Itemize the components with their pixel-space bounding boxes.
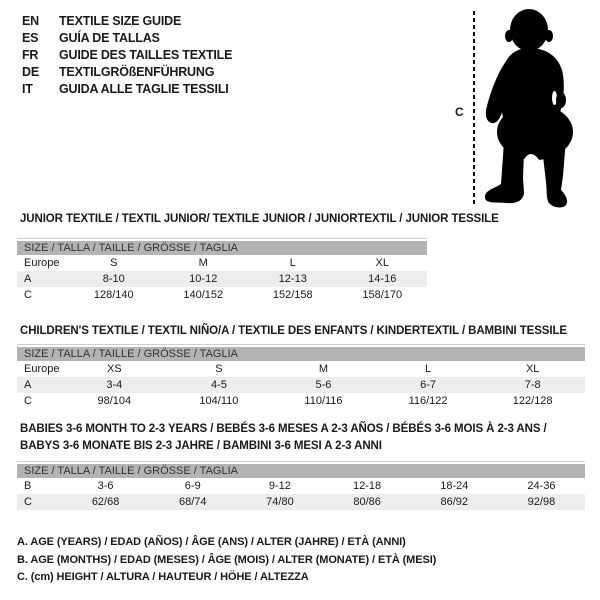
months-cell: 6-9	[184, 480, 201, 492]
size-cell: S	[110, 257, 118, 269]
size-cell: M	[318, 363, 329, 375]
size-cell: XL	[525, 363, 540, 375]
babies-section-title	[20, 421, 547, 455]
language-code: EN	[22, 14, 39, 28]
age-cell: 5-6	[315, 379, 332, 391]
row-label: A	[24, 273, 32, 285]
months-cell: 12-18	[353, 480, 382, 492]
babies-size-table	[17, 461, 585, 510]
table-top-divider	[17, 461, 585, 462]
height-cell: 86/92	[440, 496, 469, 508]
table-row	[17, 494, 585, 510]
height-cell: 140/152	[183, 289, 224, 301]
row-label: Europe	[24, 257, 60, 269]
size-cell: M	[198, 257, 208, 269]
size-header-band: SIZE / TALLA / TAILLE / GRÖSSE / TAGLIA	[17, 347, 585, 361]
note-age-years: A. AGE (YEARS) / EDAD (AÑOS) / ÂGE (ANS) / ALTER (JAHRE) / ETÀ (ANNI)	[17, 536, 406, 548]
height-cell: 68/74	[178, 496, 207, 508]
language-title: TEXTILGRÖßENFÜHRUNG	[59, 65, 215, 79]
row-label: Europe	[24, 363, 60, 375]
row-label: C	[24, 289, 32, 301]
age-cell: 7-8	[524, 379, 541, 391]
size-cell: XL	[375, 257, 389, 269]
age-cell: 6-7	[420, 379, 437, 391]
junior-size-table	[17, 238, 427, 303]
height-cell: 116/122	[408, 395, 448, 407]
language-row-en	[22, 13, 232, 30]
language-row-fr	[22, 47, 232, 64]
size-header-band: SIZE / TALLA / TAILLE / GRÖSSE / TAGLIA	[17, 464, 585, 478]
height-cell: 74/80	[266, 496, 294, 508]
language-code: FR	[22, 48, 39, 62]
table-row	[17, 271, 427, 287]
height-measure-label: C	[455, 105, 464, 119]
size-cell: L	[289, 257, 296, 269]
table-row	[17, 478, 585, 494]
height-cell: 104/110	[199, 395, 239, 407]
height-cell: 110/116	[304, 395, 343, 407]
age-cell: 4-5	[210, 379, 227, 391]
table-row	[17, 361, 585, 377]
children-size-table	[17, 344, 585, 409]
age-cell: 8-10	[102, 273, 125, 285]
age-cell: 3-4	[106, 379, 123, 391]
months-cell: 9-12	[268, 480, 291, 492]
row-label: C	[24, 395, 32, 407]
height-dashed-line	[473, 11, 475, 207]
toddler-silhouette-image	[483, 6, 579, 212]
legend-notes	[17, 534, 436, 587]
row-label: C	[24, 496, 32, 508]
language-title: GUIDA ALLE TAGLIE TESSILI	[59, 82, 229, 96]
age-cell: 12-13	[278, 273, 307, 285]
table-row	[17, 393, 585, 409]
language-code: ES	[22, 31, 39, 45]
note-age-months: B. AGE (MONTHS) / EDAD (MESES) / ÂGE (MOIS) / ALTER (MONATE) / ETÀ (MESI)	[17, 553, 437, 566]
size-cell: XS	[106, 363, 122, 375]
height-cell: 128/140	[93, 289, 134, 301]
language-title: TEXTILE SIZE GUIDE	[59, 14, 182, 28]
note-height-cm: C. (cm) HEIGHT / ALTURA / HAUTEUR / HÖHE / ALTEZZA	[17, 571, 309, 583]
junior-section-title: JUNIOR TEXTILE / TEXTIL JUNIOR/ TEXTILE JUNIOR / JUNIORTEXTIL / JUNIOR TESSILE	[20, 213, 499, 225]
height-cell: 80/86	[353, 496, 381, 508]
height-cell: 158/170	[362, 289, 403, 301]
months-cell: 3-6	[97, 480, 114, 492]
table-row	[17, 377, 585, 393]
language-code: DE	[22, 65, 39, 79]
size-cell: L	[425, 363, 432, 375]
language-code: IT	[22, 82, 33, 96]
language-row-es	[22, 30, 232, 47]
babies-title-line2: BABYS 3-6 MONATE BIS 2-3 JAHRE / BAMBINI 3-6 MESI A 2-3 ANNI	[20, 440, 382, 452]
months-cell: 24-36	[527, 480, 556, 492]
row-label: B	[24, 480, 32, 492]
age-cell: 14-16	[368, 273, 397, 285]
age-cell: 10-12	[189, 273, 218, 285]
babies-title-line1: BABIES 3-6 MONTH TO 2-3 YEARS / BEBÉS 3-6 MESES A 2-3 AÑOS / BÉBÉS 3-6 MOIS À 2-3 ANS /	[20, 423, 547, 435]
children-section-title: CHILDREN'S TEXTILE / TEXTIL NIÑO/A / TEXTILE DES ENFANTS / KINDERTEXTIL / BAMBINI TESSILE	[20, 325, 567, 337]
height-cell: 152/158	[272, 289, 313, 301]
language-title: GUIDE DES TAILLES TEXTILE	[59, 48, 233, 62]
height-cell: 122/128	[512, 395, 553, 407]
language-row-de	[22, 64, 232, 81]
table-row	[17, 255, 427, 271]
size-header-band: SIZE / TALLA / TAILLE / GRÖSSE / TAGLIA	[17, 241, 427, 255]
language-title-list	[22, 13, 232, 98]
months-cell: 18-24	[440, 480, 469, 492]
height-cell: 92/98	[527, 496, 556, 508]
table-top-divider	[17, 238, 427, 239]
height-cell: 98/104	[97, 395, 132, 407]
table-top-divider	[17, 344, 585, 345]
table-row	[17, 287, 427, 303]
language-title: GUÍA DE TALLAS	[59, 31, 160, 45]
language-row-it	[22, 81, 232, 98]
row-label: A	[24, 379, 32, 391]
height-cell: 62/68	[91, 496, 120, 508]
size-cell: S	[215, 363, 223, 375]
